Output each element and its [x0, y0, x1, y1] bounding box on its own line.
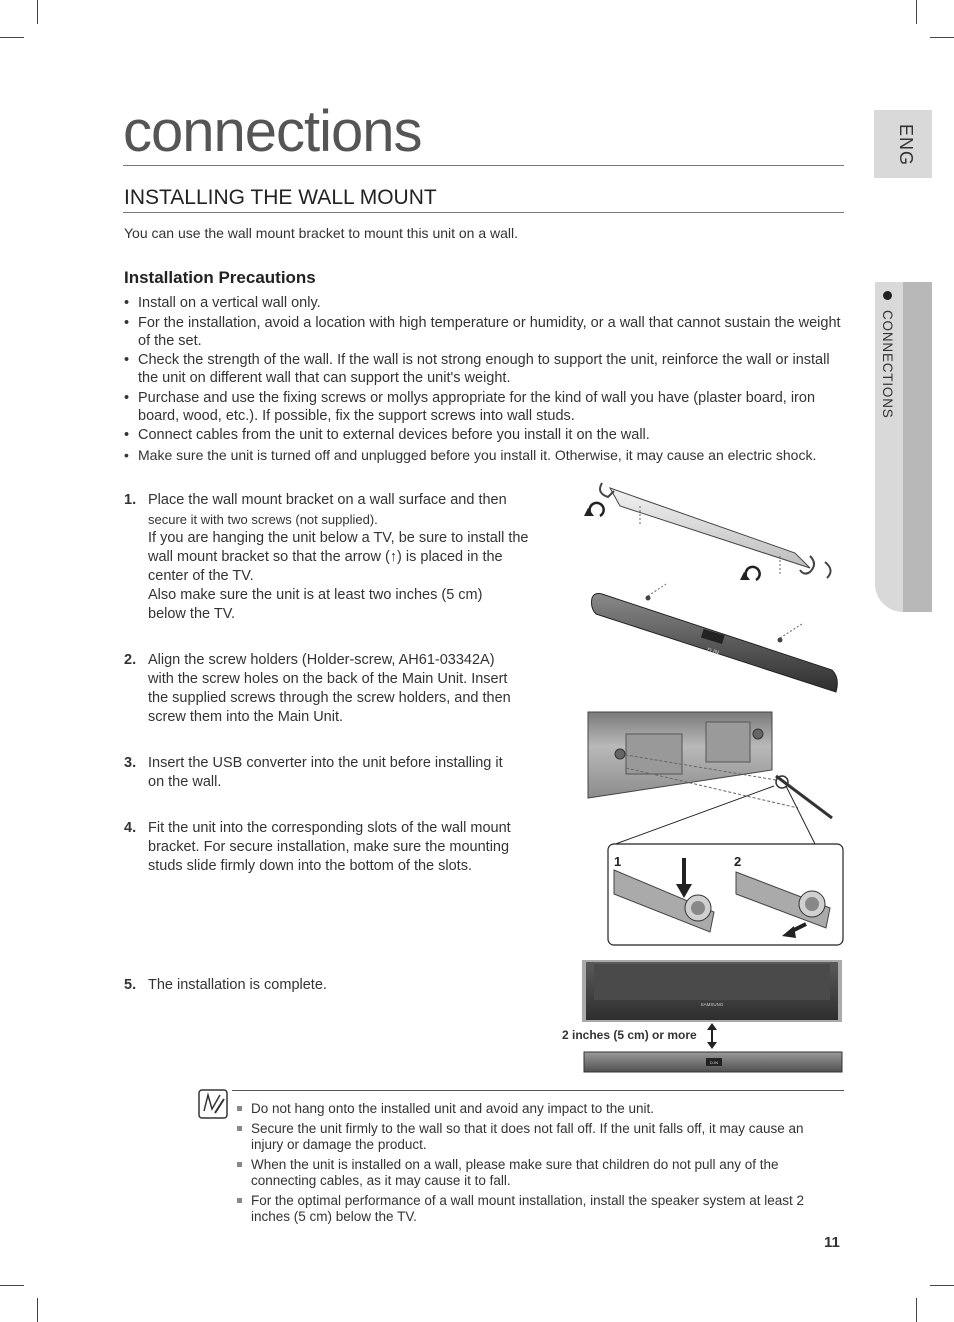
- step-2: [124, 651, 534, 727]
- detail-label-1: 1: [614, 854, 622, 869]
- step-number: 4.: [124, 820, 137, 836]
- screw-holder-illustration: [586, 708, 846, 948]
- list-item: For the optimal performance of a wall mount installation, install the speaker system at least 2 inches (5 cm) below the TV.: [237, 1193, 827, 1226]
- crop-mark: [0, 1285, 24, 1286]
- step-number: 1.: [124, 492, 137, 508]
- list-item: When the unit is installed on a wall, please make sure that children do not pull any of the connecting cables, as it may cause it to fall.: [237, 1157, 827, 1190]
- figure-caption: 2 inches (5 cm) or more: [562, 1028, 697, 1042]
- language-tab: [874, 110, 932, 178]
- unit-display-text: D.IN: [706, 647, 720, 657]
- chapter-rule: [123, 165, 844, 166]
- step-1: [124, 491, 534, 624]
- step-4: [124, 819, 534, 876]
- note-icon: [198, 1089, 228, 1119]
- step-line: with the screw holes on the back of the Main Unit. Insert: [148, 671, 508, 687]
- step-line: wall mount bracket so that the arrow (↑) is placed in the: [148, 549, 503, 565]
- step-line: Place the wall mount bracket on a wall surface and then: [148, 492, 507, 508]
- list-item: • Connect cables from the unit to external devices before you install it on the wall.: [124, 426, 844, 444]
- step-line: Also make sure the unit is at least two inches (5 cm): [148, 587, 483, 603]
- step-number: 3.: [124, 755, 137, 771]
- step-line: secure it with two screws (not supplied).: [148, 512, 378, 527]
- step-line: Align the screw holders (Holder-screw, AH61-03342A): [148, 652, 495, 668]
- step-line: Fit the unit into the corresponding slots of the wall mount: [148, 820, 511, 836]
- unit-display-text-2: D.IN: [710, 1060, 718, 1065]
- crop-mark: [916, 0, 917, 24]
- section-title: INSTALLING THE WALL MOUNT: [124, 186, 437, 209]
- crop-mark: [916, 1298, 917, 1322]
- chapter-side-label: CONNECTIONS: [880, 310, 895, 419]
- step-line: Insert the USB converter into the unit before installing it: [148, 755, 503, 771]
- crop-mark: [930, 1285, 954, 1286]
- list-item: • Check the strength of the wall. If the wall is not strong enough to support the unit, reinforce the wall or install the unit on different wall that can support the unit's weight.: [124, 351, 844, 387]
- step-line: on the wall.: [148, 774, 222, 790]
- step-line: bracket. For secure installation, make sure the mounting: [148, 839, 510, 855]
- crop-mark: [37, 1298, 38, 1322]
- step-3: [124, 754, 534, 792]
- precautions-list: [124, 294, 844, 465]
- list-item: • Purchase and use the fixing screws or mollys appropriate for the kind of wall you have (plaster board, iron board, wood, etc.). If possible, fix the support screws into wall studs.: [124, 389, 844, 425]
- intro-text: You can use the wall mount bracket to mount this unit on a wall.: [124, 225, 519, 241]
- chapter-title: connections: [123, 99, 422, 164]
- step-line: the supplied screws through the screw holders, and then: [148, 690, 511, 706]
- step-line: If you are hanging the unit below a TV, be sure to install the: [148, 530, 529, 546]
- language-tab-label: ENG: [896, 124, 916, 167]
- notes-list: [237, 1101, 827, 1229]
- tv-brand-text: SAMSUNG: [700, 1002, 724, 1007]
- list-item: Secure the unit firmly to the wall so that it does not fall off. If the unit falls off, it may cause an injury or damage the product.: [237, 1121, 827, 1154]
- step-number: 2.: [124, 652, 137, 668]
- list-item: • Install on a vertical wall only.: [124, 294, 844, 312]
- page-number: 11: [824, 1234, 840, 1251]
- tv-installation-illustration: [582, 958, 844, 1076]
- step-number: 5.: [124, 977, 137, 993]
- step-line: studs slide firmly down into the bottom of the slots.: [148, 858, 472, 874]
- step-line: center of the TV.: [148, 568, 254, 584]
- bracket-illustration: [580, 478, 845, 700]
- crop-mark: [37, 0, 38, 24]
- detail-label-2: 2: [734, 854, 742, 869]
- step-line: The installation is complete.: [148, 977, 327, 993]
- crop-mark: [930, 37, 954, 38]
- step-line: below the TV.: [148, 606, 236, 622]
- notes-rule: [232, 1090, 844, 1091]
- crop-mark: [0, 37, 24, 38]
- step-5: [124, 976, 534, 995]
- step-line: screw them into the Main Unit.: [148, 709, 344, 725]
- list-item: • Make sure the unit is turned off and unplugged before you install it. Otherwise, it may cause an electric shock.: [124, 446, 844, 464]
- section-rule: [123, 212, 844, 213]
- list-item: Do not hang onto the installed unit and avoid any impact to the unit.: [237, 1101, 827, 1118]
- chapter-bullet-dot: [883, 291, 892, 300]
- precautions-title: Installation Precautions: [124, 268, 316, 287]
- list-item: • For the installation, avoid a location with high temperature or humidity, or a wall that cannot sustain the weight of the set.: [124, 314, 844, 350]
